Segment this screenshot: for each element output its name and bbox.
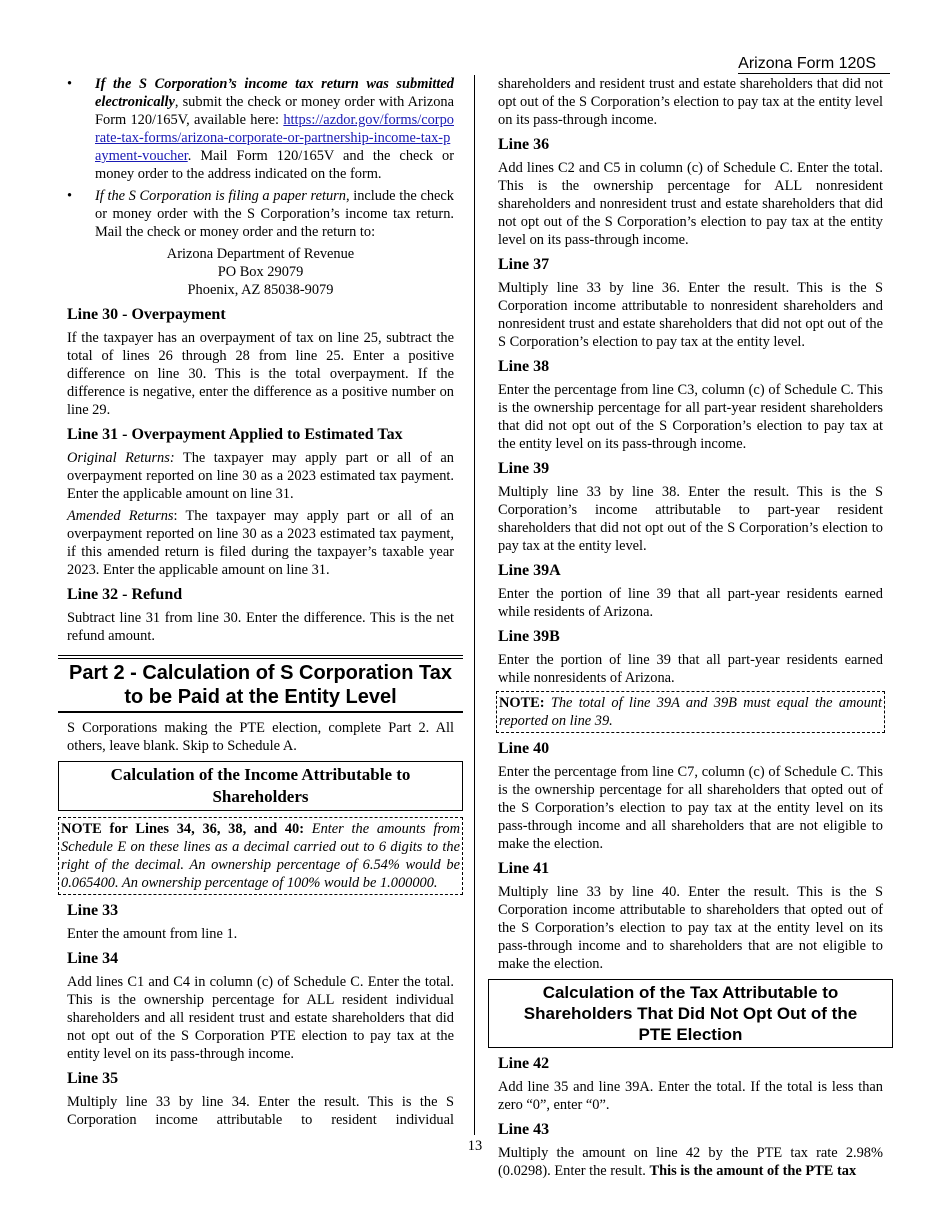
bullet-icon: • <box>67 76 73 92</box>
page-number: 13 <box>467 1138 483 1154</box>
box-heading-line: Shareholders <box>212 787 309 806</box>
line31-amended <box>67 507 454 579</box>
line32-heading: Line 32 - Refund <box>67 586 183 603</box>
address-line: Phoenix, AZ 85038-9079 <box>187 282 334 298</box>
bullet-lead: If the S Corporation is filing a paper return <box>95 188 346 204</box>
box-heading-line: Calculation of the Tax Attributable to <box>542 983 839 1002</box>
line43-bold: This is the amount of the PTE tax <box>649 1163 857 1179</box>
right-column <box>498 75 883 1184</box>
line42-text: Add line 35 and line 39A. Enter the total. If the total is less than zero “0”, enter “0”. <box>498 1079 883 1113</box>
part2-intro: S Corporations making the PTE election, complete Part 2. All others, leave blank. Skip to Schedule A. <box>67 720 454 754</box>
line31-original <box>67 449 454 503</box>
line36-heading: Line 36 <box>498 136 550 153</box>
line32-text: Subtract line 31 from line 30. Enter the difference. This is the net refund amount. <box>67 610 454 644</box>
line35-text: Multiply line 33 by line 34. Enter the result. This is the S Corporation income attributable to resident individual <box>67 1094 454 1128</box>
line43-body: Multiply the amount on line 42 by the PTE tax rate 2.98% (0.0298). Enter the result. <box>498 1145 883 1179</box>
bullet-text: , include the check or money order with the S Corporation’s income tax return. Mail the check or money order and the return to: <box>95 188 454 240</box>
payment-instructions-list <box>67 75 454 241</box>
line38-heading: Line 38 <box>498 358 550 375</box>
original-returns-label: Original Returns: <box>67 450 175 466</box>
line30-heading: Line 30 - Overpayment <box>67 306 226 323</box>
line34-text: Add lines C1 and C4 in column (c) of Schedule C. Enter the total. This is the ownership percentage for ALL resident individual shareholders and all resident trust and estate shareholders that did not opt out of the S Corporation PTE election to pay tax at the entity level on its pass-through income. <box>67 974 454 1062</box>
box-heading-line: Calculation of the Income Attributable to <box>110 765 411 784</box>
list-item <box>67 75 454 183</box>
line34-heading: Line 34 <box>67 950 119 967</box>
line38-text: Enter the percentage from line C3, column (c) of Schedule C. This is the ownership percentage for all part-year resident shareholders that did not opt out of the S Corporation’s election to pay tax at the entity level on its pass-through income. <box>498 382 883 452</box>
line42-heading: Line 42 <box>498 1055 550 1072</box>
line33-heading: Line 33 <box>67 902 119 919</box>
bullet-lead: If the S Corporation’s income tax return was submitted electronically <box>95 76 454 110</box>
line33-text: Enter the amount from line 1. <box>67 926 238 942</box>
note-label: NOTE: <box>499 695 545 711</box>
bullet-tail: . Mail Form 120/165V and the check or money order to the address indicated on the form. <box>95 148 454 182</box>
original-returns-text: The taxpayer may apply part or all of an overpayment reported on line 30 as a 2023 estimated tax payment. Enter the applicable amount on line 31. <box>67 450 455 502</box>
part2-heading-line: to be Paid at the Entity Level <box>124 686 397 708</box>
bullet-icon: • <box>67 188 73 204</box>
line40-text: Enter the percentage from line C7, column (c) of Schedule C. This is the ownership percentage for all shareholders that opted out of the S Corporation’s election to pay tax at the entity level on its pass-through income and all shareholders that are not eligible to make the election. <box>498 764 883 852</box>
address-line: Arizona Department of Revenue <box>166 246 355 262</box>
left-column <box>61 75 460 1133</box>
line37-heading: Line 37 <box>498 256 550 273</box>
note-lines-34-40 <box>58 817 463 895</box>
address-line: PO Box 29079 <box>217 264 304 280</box>
line39a-heading: Line 39A <box>498 562 561 579</box>
box-heading-line: Shareholders That Did Not Opt Out of the <box>523 1004 858 1023</box>
bullet-text: , submit the check or money order with Arizona Form 120/165V, available here: <box>95 94 454 128</box>
line39-heading: Line 39 <box>498 460 550 477</box>
line31-heading: Line 31 - Overpayment Applied to Estimated Tax <box>67 426 403 443</box>
note-line-39 <box>496 691 885 733</box>
line43-heading: Line 43 <box>498 1121 550 1138</box>
line30-text: If the taxpayer has an overpayment of tax on line 25, subtract the total of lines 26 through 28 from line 25. Enter a positive difference on line 30. This is the total overpayment. If the difference is negative, enter the difference as a positive number on line 29. <box>67 330 454 418</box>
part2-heading <box>58 655 463 713</box>
income-attributable-heading <box>58 761 463 811</box>
part2-heading-line: Part 2 - Calculation of S Corporation Tax <box>68 662 452 684</box>
line39b-heading: Line 39B <box>498 628 560 645</box>
page-header <box>0 55 950 75</box>
note-label: NOTE for Lines 34, 36, 38, and 40: <box>61 821 305 837</box>
payment-voucher-link[interactable]: https://azdor.gov/forms/corporate-tax-forms/arizona-corporate-or-partnership-income-tax-payment-voucher <box>95 112 454 164</box>
line39a-text: Enter the portion of line 39 that all part-year residents earned while residents of Arizona. <box>498 586 883 620</box>
note-text: Enter the amounts from Schedule E on these lines as a decimal carried out to 6 digits to the right of the decimal. An ownership percentage of 6.54% would be 0.065400. An ownership percentage of 100% would be 1.000000. <box>61 821 460 891</box>
line35-heading: Line 35 <box>67 1070 119 1087</box>
line37-text: Multiply line 33 by line 36. Enter the result. This is the S Corporation income attributable to nonresident shareholders and nonresident trust and estate shareholders that did not opt out of the S Corporation’s election to pay tax at the entity level. <box>498 280 883 350</box>
line36-text: Add lines C2 and C5 in column (c) of Schedule C. Enter the total. This is the ownership percentage for ALL nonresident shareholders and nonresident trust and estate shareholders that did not opt out of the S Corporation’s election to pay tax at the entity level on its pass-through income. <box>498 160 883 248</box>
line35-continued: shareholders and resident trust and estate shareholders that did not opt out of the S Corporation’s election to pay tax at the entity level on its pass-through income. <box>498 76 883 128</box>
form-title: Arizona Form 120S <box>738 55 890 74</box>
line41-heading: Line 41 <box>498 860 550 877</box>
note-text: The total of line 39A and 39B must equal the amount reported on line 39. <box>499 695 882 729</box>
box-heading-line: PTE Election <box>638 1025 743 1044</box>
mailing-address <box>67 245 454 299</box>
column-divider <box>474 75 475 1135</box>
line41-text: Multiply line 33 by line 40. Enter the result. This is the S Corporation income attributable to shareholders that opted out of the S Corporation’s election to pay tax at the entity level on its pass-through income and to shareholders that are not eligible to make the election. <box>498 884 883 972</box>
line40-heading: Line 40 <box>498 740 550 757</box>
amended-returns-label: Amended Returns <box>67 508 174 524</box>
line39b-text: Enter the portion of line 39 that all part-year residents earned while nonresidents of Arizona. <box>498 652 883 686</box>
list-item <box>67 187 454 241</box>
tax-attributable-heading <box>488 979 893 1048</box>
line39-text: Multiply line 33 by line 38. Enter the result. This is the S Corporation’s income attributable to part-year resident shareholders that did not opt out of the S Corporation’s election to pay tax at the entity level. <box>498 484 883 554</box>
amended-returns-text: : The taxpayer may apply part or all of an overpayment reported on line 30 as a 2023 estimated tax payment, if this amended return is filed during the taxpayer’s taxable year 2023. Enter the applicable amount on line 31. <box>67 508 454 578</box>
